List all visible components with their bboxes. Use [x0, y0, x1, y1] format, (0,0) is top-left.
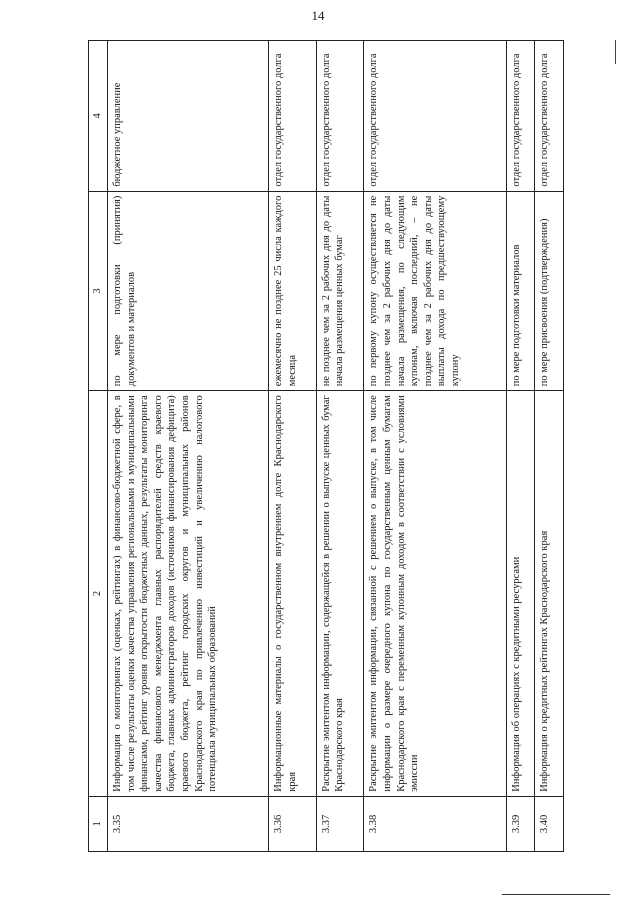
row-information: Информация о кредитных рейтингах Краснодарского края	[535, 391, 564, 797]
table-row	[108, 41, 269, 852]
header-col-4: 4	[89, 41, 108, 192]
row-term: по мере подготовки (принятия) документов и материалов	[108, 191, 269, 391]
row-responsible: отдел государственного долга	[506, 41, 535, 192]
table-header-row	[89, 41, 108, 852]
row-term: не позднее чем за 2 рабочих дня до даты начала размещения ценных бумаг	[316, 191, 364, 391]
row-information: Информация о мониторингах (оценках, рейтингах) в финансово-бюджетной сфере, в том числе результаты оценки качества управления региональными и муниципальными финансами, рейтинг уровня открытости бюджетных данных, результаты мониторинга качества финансового менеджмента главных распорядителей средств краевого бюджета, главных администраторов доходов (источников финансирования дефицита) краевого бюджета, рейтинг городских округов и муниципальных районов Краснодарского края по привлечению инвестиций и увеличению налогового потенциала муниципальных образований	[108, 391, 269, 797]
header-col-2: 2	[89, 391, 108, 797]
row-term: по мере присвоения (подтверждения)	[535, 191, 564, 391]
rotated-table-sheet	[88, 40, 564, 852]
row-term: по мере подготовки материалов	[506, 191, 535, 391]
table-row	[316, 41, 364, 852]
header-col-3: 3	[89, 191, 108, 391]
row-term: по первому купону осуществляется не позднее чем за 2 рабочих дня до даты начала размещения, по следующим купонам, включая последний, – не позднее чем за 2 рабочих дня до даты выплаты дохода по предшествующему купону	[364, 191, 506, 391]
row-information: Раскрытие эмитентом информации, связанной с решением о выпуске, в том числе информации о размере очередного купона по государственным ценным бумагам Краснодарского края с переменным купонным доходом в соответствии с условиями эмиссии	[364, 391, 506, 797]
row-number: 3.40	[535, 796, 564, 851]
row-responsible: отдел государственного долга	[535, 41, 564, 192]
scan-edge-mark	[615, 40, 616, 64]
table-row	[269, 41, 317, 852]
table-row	[535, 41, 564, 852]
information-disclosure-table	[88, 40, 564, 852]
row-information: Информация об операциях с кредитными ресурсами	[506, 391, 535, 797]
footer-rule	[502, 894, 610, 895]
row-responsible: бюджетное управление	[108, 41, 269, 192]
header-col-1: 1	[89, 796, 108, 851]
row-number: 3.39	[506, 796, 535, 851]
row-number: 3.36	[269, 796, 317, 851]
page-number: 14	[311, 8, 325, 23]
row-responsible: отдел государственного долга	[269, 41, 317, 192]
row-information: Информационные материалы о государственном внутреннем долге Краснодарского края	[269, 391, 317, 797]
row-responsible: отдел государственного долга	[316, 41, 364, 192]
row-number: 3.35	[108, 796, 269, 851]
table-row	[364, 41, 506, 852]
row-responsible: отдел государственного долга	[364, 41, 506, 192]
row-information: Раскрытие эмитентом информации, содержащейся в решении о выпуске ценных бумаг Краснодарского края	[316, 391, 364, 797]
row-number: 3.37	[316, 796, 364, 851]
table-row	[506, 41, 535, 852]
row-number: 3.38	[364, 796, 506, 851]
row-term: ежемесячно не позднее 25 числа каждого месяца	[269, 191, 317, 391]
